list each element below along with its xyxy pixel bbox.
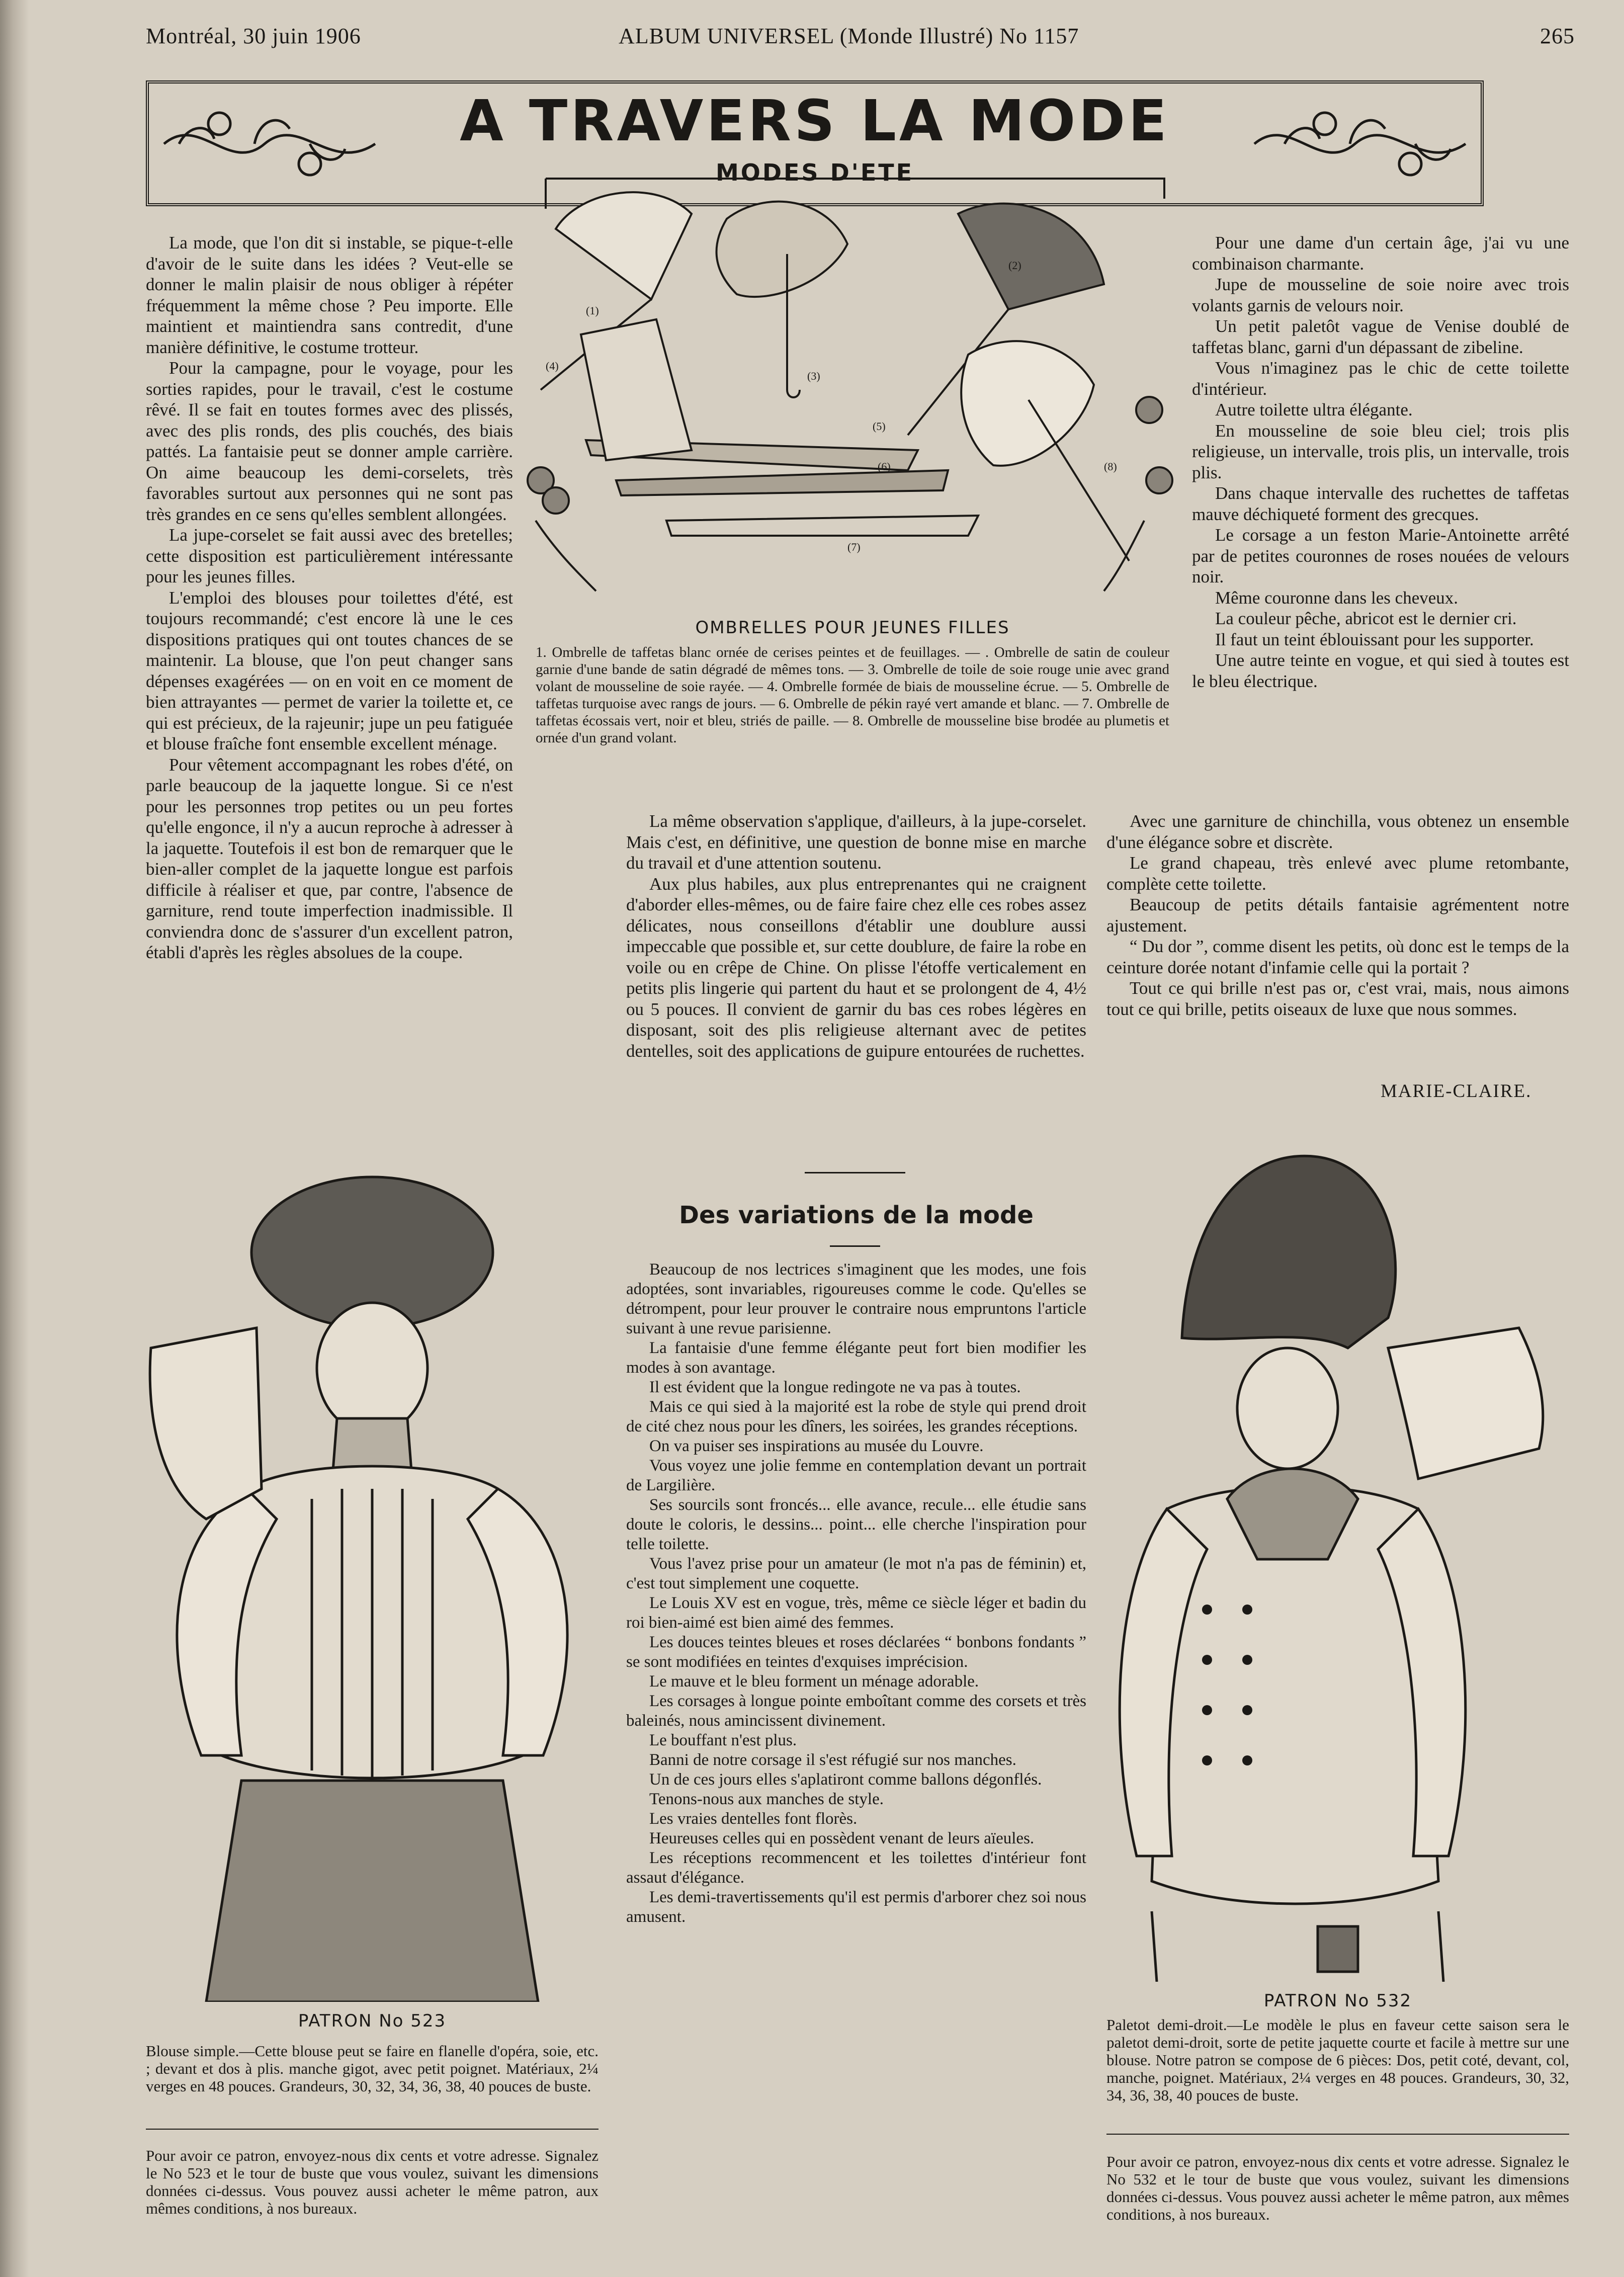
- blouse-pattern-illustration: [146, 1137, 599, 2002]
- patron-523-order-info: [146, 2147, 599, 2217]
- paragraph: Aux plus habiles, aux plus entreprenantes qui ne craignent d'aborder elles-mêmes, ou de faire faire chez elle ces robes assez délicates, nous conseillons d'établir une doublure aussi impeccable que possible et, sur cette doublure, de faire la robe en voile ou en crêpe de Chine. On plisse l'étoffe verticalement en petits plis lingerie qui partent du haut et se prolongent de 4, 4½ ou 5 pouces. Il convient de garnir du bas ces robes légères en disposant, soit des plis religieuse alternant avec de petites dentelles, soit des applications de guipure entourées de ruchettes.: [626, 874, 1086, 1061]
- back-view-sleeve: [150, 1328, 262, 1519]
- banner-subtitle: MODES D'ETE: [715, 159, 914, 186]
- paragraph: Vous voyez une jolie femme en contemplation devant un portrait de Largilière.: [626, 1457, 1086, 1494]
- paragraph: Le mauve et le bleu forment un ménage adorable.: [649, 1672, 979, 1691]
- patron-523-description: [146, 2042, 599, 2095]
- paragraph: Un petit paletôt vague de Venise doublé de taffetas blanc, garni d'un dépassant de zibeline.: [1192, 316, 1569, 357]
- face: [1237, 1348, 1338, 1469]
- right-column-article-continued: [1106, 811, 1569, 1020]
- umbrella-number-mark: (5): [873, 420, 886, 433]
- paragraph: Mais ce qui sied à la majorité est la robe de style qui prend droit de cité chez nous pour les dîners, les soirées, les grandes réceptions.: [626, 1398, 1086, 1436]
- patron-523-rule: [146, 2129, 599, 2130]
- umbrellas-illustration: [526, 168, 1179, 606]
- umbrella-1-canopy: [556, 192, 692, 299]
- paragraph: Dans chaque intervalle des ruchettes de taffetas mauve déchiqueté forment des grecques.: [1192, 483, 1569, 524]
- paragraph: Les douces teintes bleues et roses déclarées “ bonbons fondants ” se sont modifiées en teintes d'exquises imprécision.: [626, 1633, 1086, 1671]
- paragraph: Pour la campagne, pour le voyage, pour les sorties rapides, pour le travail, c'est le costume rêvé. Il se fait en toutes formes avec des plissés, avec des plis ronds, des plis couchés, des biais pattés. La fantaisie peut se donner ample carrière. On aime beaucoup les demi-corselets, très favorables surtout aux personnes qui ne sont pas très grandes en ce sens qu'elles semblent allongées.: [146, 358, 513, 524]
- paragraph: Vous l'avez prise pour un amateur (le mot n'a pas de féminin) et, c'est tout simplement une coquette.: [626, 1555, 1086, 1592]
- patron-532-title: PATRON No 532: [1263, 1991, 1412, 2011]
- middle-column-article: [626, 811, 1086, 1061]
- paragraph: Les réceptions recommencent et les toilettes d'intérieur font assaut d'élégance.: [626, 1849, 1086, 1887]
- umbrella-2-canopy: [717, 202, 847, 297]
- paragraph: Le bouffant n'est plus.: [649, 1731, 797, 1749]
- paragraph: Tout ce qui brille n'est pas or, c'est vrai, mais, nous aimons tout ce qui brille, petits oiseaux de luxe que nous sommes.: [1106, 978, 1569, 1019]
- patron-532-order-info: [1106, 2153, 1569, 2223]
- paragraph: La même observation s'applique, d'ailleurs, à la jupe-corselet. Mais c'est, en définitive, une question de bonne mise en marche du travail et d'une attention soutenu.: [626, 811, 1086, 873]
- skirt: [206, 1781, 538, 2002]
- section-heading: Des variations de la mode: [679, 1201, 1034, 1229]
- paragraph: Jupe de mousseline de soie noire avec trois volants garnis de velours noir.: [1192, 275, 1569, 315]
- paragraph: Un de ces jours elles s'aplatiront comme ballons dégonflés.: [649, 1770, 1042, 1789]
- page-binding-edge: [0, 0, 29, 2277]
- umbrella-number-mark: (2): [1008, 259, 1021, 272]
- umbrella-number-mark: (7): [847, 541, 861, 553]
- paragraph: Même couronne dans les cheveux.: [1215, 587, 1459, 608]
- header-publication: ALBUM UNIVERSEL (Monde Illustré) No 1157: [619, 24, 1079, 48]
- banner-title: A TRAVERS LA MODE: [460, 89, 1170, 154]
- umbrellas-caption: 1. Ombrelle de taffetas blanc ornée de cerises peintes et de feuillages. — . Ombrelle de satin de couleur garnie d'une bande de satin dégradé de mêmes tons. — 3. Ombrelle de toile de soie rouge unie avec grand volant de mousseline de soie rayée. — 4. Ombrelle formée de biais de mousseline écrue. — 5. Ombrelle de taffetas turquoise avec rangs de jours. — 6. Ombrelle de pékin rayé vert amande et blanc. — 7. Ombrelle de taffetas écossais vert, noir et bleu, striés de paille. — 8. Ombrelle de mousseline bise brodée au plumetis et ornée d'un grand volant.: [536, 644, 1169, 746]
- paragraph: Les vraies dentelles font florès.: [649, 1810, 858, 1828]
- header-page-number: 265: [1540, 24, 1575, 48]
- header-date: Montréal, 30 juin 1906: [146, 24, 361, 48]
- umbrella-8-canopy: [961, 341, 1094, 466]
- handbag: [1318, 1926, 1358, 1972]
- patron-532-rule: [1106, 2134, 1569, 2135]
- patron-532-description: [1106, 2016, 1569, 2104]
- paragraph: Le grand chapeau, très enlevé avec plume retombante, complète cette toilette.: [1106, 853, 1569, 894]
- paragraph: Le corsage a un feston Marie-Antoinette arrêté par de petites couronnes de roses nouées de velours noir.: [1192, 525, 1569, 586]
- umbrella-number-mark: (4): [546, 360, 559, 372]
- paragraph: Les corsages à longue pointe emboîtant comme des corsets et très baleinés, nous amincissent divinement.: [626, 1692, 1086, 1730]
- paragraph: La couleur pêche, abricot est le dernier cri.: [1215, 609, 1517, 628]
- paragraph: Banni de notre corsage il s'est réfugié sur nos manches.: [649, 1751, 1016, 1769]
- section-divider: [805, 1172, 905, 1173]
- umbrellas-caption-title: OMBRELLES POUR JEUNES FILLES: [695, 618, 1010, 638]
- patron-description-text: Blouse simple.—Cette blouse peut se faire en flanelle d'opéra, soie, etc. ; devant et dos à plis. manche gigot, avec petit poignet. Matériaux, 2¼ verges en 48 pouces. Grandeurs, 30, 32, 34, 36, 38, 40 pouces de buste.: [146, 2042, 599, 2095]
- paragraph: En mousseline de soie bleu ciel; trois plis religieuse, un intervalle, trois plis, un intervalle, trois plis.: [1192, 420, 1569, 482]
- paragraph: Beaucoup de nos lectrices s'imaginent que les modes, une fois adoptées, sont invariables, rigoureuses comme le code. Qu'elles se détrompent, pour leur prouver le contraire nous empruntons l'article suivant à une revue parisienne.: [626, 1260, 1086, 1337]
- umbrella-number-mark: (8): [1104, 460, 1117, 473]
- umbrella-6-closed: [616, 470, 948, 495]
- paragraph: Beaucoup de petits détails fantaisie agrémentent notre ajustement.: [1106, 895, 1569, 936]
- patron-description-text: Paletot demi-droit.—Le modèle le plus en faveur cette saison sera le paletot demi-droit, sorte de petite jaquette courte et facile à mettre sur une blouse. Notre patron se compose de 6 pièces: Dos, petit coté, devant, col, manche, poignet. Matériaux, 2¼ verges en 48 pouces. Grandeurs, 30, 32, 34, 36, 38, 40 pouces de buste.: [1106, 2016, 1569, 2104]
- jacket-pattern-illustration: [1106, 1127, 1569, 1982]
- paragraph: Les demi-travertissements qu'il est permis d'arborer chez soi nous amusent.: [626, 1888, 1086, 1926]
- paragraph: Il est évident que la longue redingote ne va pas à toutes.: [649, 1378, 1021, 1396]
- patron-523-title: PATRON No 523: [298, 2011, 447, 2031]
- patron-order-text: Pour avoir ce patron, envoyez-nous dix cents et votre adresse. Signalez le No 523 et le tour de buste que vous voulez, suivant les dimensions données ci-dessus. Vous pouvez aussi acheter le même patron, aux mêmes conditions, à nos bureaux.: [146, 2147, 599, 2217]
- paragraph: On va puiser ses inspirations au musée du Louvre.: [649, 1437, 984, 1455]
- umbrella-4-pleated: [581, 319, 692, 460]
- paragraph: Tenons-nous aux manches de style.: [649, 1790, 884, 1808]
- umbrella-number-mark: (1): [586, 304, 599, 317]
- paragraph: Vous n'imaginez pas le chic de cette toilette d'intérieur.: [1192, 358, 1569, 399]
- paragraph: Avec une garniture de chinchilla, vous obtenez un ensemble d'une élégance sobre et discrète.: [1106, 811, 1569, 852]
- umbrella-7-closed: [666, 516, 978, 536]
- paragraph: Autre toilette ultra élégante.: [1215, 400, 1413, 419]
- umbrella-number-mark: (3): [807, 370, 820, 382]
- paragraph: Pour vêtement accompagnant les robes d'été, on parle beaucoup de la jaquette longue. Si ce n'est pour les personnes trop petites ou un peu fortes qu'elle engonce, il n'y a aucun reproche à adresser à la jaquette. Toutefois il est bon de remarquer que le bien-aller complet de la jaquette longue est parfois difficile à réaliser et que, par contre, l'absence de garniture, rend toute imperfection inadmissible. Il conviendra donc de s'assurer d'un excellent patron, établi d'après les règles absolues de la coupe.: [146, 754, 513, 962]
- right-column-article: [1192, 232, 1569, 692]
- paragraph: Il faut un teint éblouissant pour les supporter.: [1215, 629, 1534, 649]
- paragraph: L'emploi des blouses pour toilettes d'été, est toujours recommandé; c'est encore là une le ces dispositions pratiques qui ont toutes chances de se maintenir. La blouse, que l'on peut changer sans dépenses exagérées — on en voit en ce moment de bien attrayantes — permet de varier la toilette et, ce qui est précieux, de la rajeunir; jupe un peu fatiguée et blouse fraîche font ensemble excellent ménage.: [146, 587, 513, 753]
- paragraph: “ Du dor ”, comme disent les petits, où donc est le temps de la ceinture dorée notant d'infamie celle qui la portait ?: [1106, 937, 1569, 977]
- paragraph: Ses sourcils sont froncés... elle avance, recule... elle étudie sans doute le coloris, le dessins... point... elle cherche l'inspiration pour telle toilette.: [626, 1496, 1086, 1553]
- umbrella-3-canopy: [958, 204, 1104, 309]
- left-column-article: [146, 232, 513, 963]
- feathered-hat: [1182, 1156, 1396, 1348]
- paragraph: La jupe-corselet se fait aussi avec des bretelles; cette disposition est particulièrement intéressante pour les jeunes filles.: [146, 525, 513, 586]
- heading-rule: [830, 1245, 880, 1247]
- paragraph: Heureuses celles qui en possèdent venant de leurs aïeules.: [649, 1829, 1035, 1847]
- paragraph: Une autre teinte en vogue, et qui sied à toutes est le bleu électrique.: [1192, 650, 1569, 691]
- paragraph: Le Louis XV est en vogue, très, même ce siècle léger et badin du roi bien-aimé est bien aimé des femmes.: [626, 1594, 1086, 1632]
- paragraph: La mode, que l'on dit si instable, se pique-t-elle d'avoir de le suite dans les idées ? Veut-elle se donner le malin plaisir de nous obliger à répéter fréquemment la même chose ? Peu importe. Elle maintient et maintiendra sans contredit, d'une manière définitive, le costume trotteur.: [146, 233, 513, 357]
- paragraph: Pour une dame d'un certain âge, j'ai vu une combinaison charmante.: [1192, 233, 1569, 274]
- back-view-jacket: [1388, 1328, 1543, 1479]
- face: [317, 1303, 428, 1433]
- article-signature: MARIE-CLAIRE.: [1381, 1081, 1532, 1102]
- paragraph: La fantaisie d'une femme élégante peut fort bien modifier les modes à son avantage.: [626, 1339, 1086, 1377]
- variations-article: [626, 1260, 1086, 1927]
- patron-order-text: Pour avoir ce patron, envoyez-nous dix cents et votre adresse. Signalez le No 532 et le tour de buste que vous voulez, suivant les dimensions données ci-dessus. Vous pouvez aussi acheter le même patron, aux mêmes conditions, à nos bureaux.: [1106, 2153, 1569, 2223]
- umbrella-number-mark: (6): [878, 460, 891, 473]
